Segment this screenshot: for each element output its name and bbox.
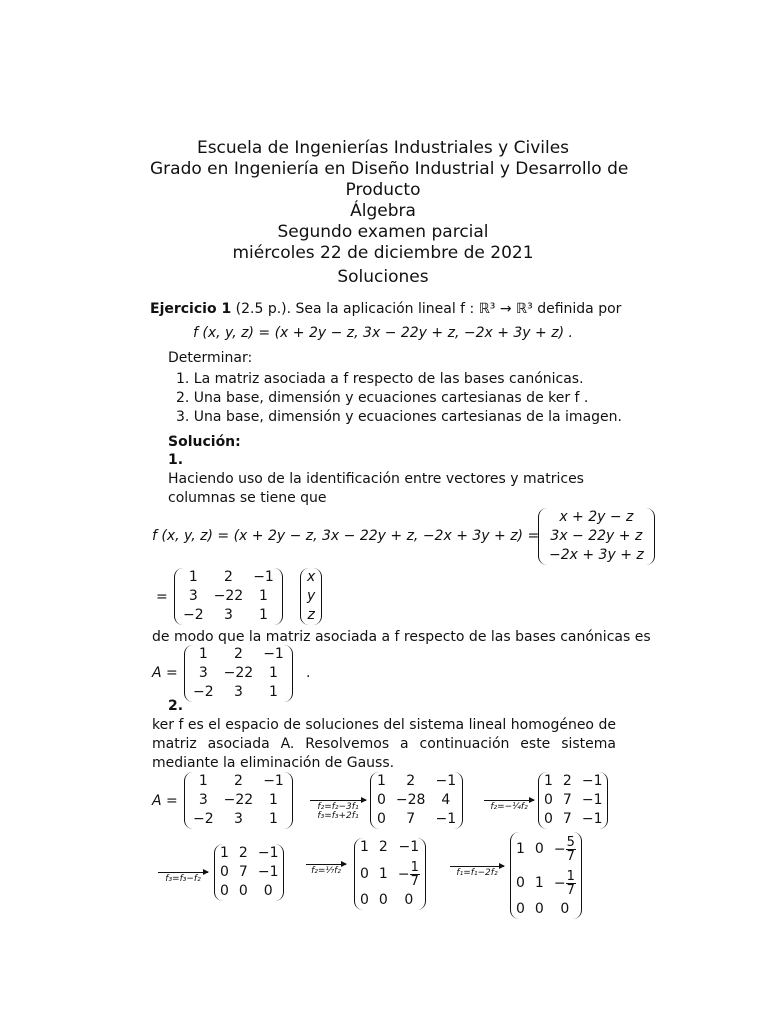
school-name: Escuela de Ingenierías Industriales y Civiles <box>196 138 570 158</box>
degree-name: Grado en Ingeniería en Diseño Industrial y Desarrollo de <box>150 159 629 179</box>
gauss-matrix-4: 1 2 −1 0 1 − $\frac{1}{7}$ 0 0 0 <box>354 838 426 910</box>
solution-text-2: de modo que la matriz asociada a f respecto de las bases canónicas es <box>152 629 651 645</box>
document-header <box>150 138 629 288</box>
period: . <box>306 665 311 681</box>
matrix-a-label: A = <box>152 665 178 681</box>
exercise-heading <box>150 300 620 319</box>
row-op-arrow-3: f₃=f₃−f₂ <box>158 872 208 884</box>
task-list-item-3: 3. Una base, dimensión y ecuaciones cartesianas de la imagen. <box>176 409 622 425</box>
determine-label: Determinar: <box>168 350 253 366</box>
function-definition: f (x, y, z) = (x + 2y − z, 3x − 22y + z, −2x + 3y + z) . <box>193 325 573 341</box>
row-op-arrow-1: f₂=f₂−3f₁ f₃=f₃+2f₁ <box>310 800 366 821</box>
solution-text-3: ker f es el espacio de soluciones del sistema lineal homogéneo de matriz asociada A. Resolvemos a continuación este sistema mediante la eliminación de Gauss. <box>152 717 616 771</box>
part-2-label: 2. <box>168 698 184 714</box>
gauss-matrix-5: 1 0 − $\frac{5}{7}$ 0 1 − $\frac{1}{7}$ 0 0 0 <box>510 832 582 919</box>
gauss-matrix-0: 1 2 −1 3 −22 1 −2 3 1 <box>184 772 293 829</box>
exercise-statement: Sea la aplicación lineal f : ℝ³ → ℝ³ definida por <box>295 301 622 317</box>
gauss-matrix-3: 1 2 −1 0 7 −1 0 0 0 <box>214 844 284 901</box>
solution-label: Solución: <box>168 434 241 450</box>
task-list-item-2: 2. Una base, dimensión y ecuaciones cartesianas de ker f . <box>176 390 589 406</box>
gauss-matrix-1: 1 2 −1 0 −28 4 0 7 −1 <box>370 772 463 829</box>
row-op-arrow-5: f₁=f₁−2f₂ <box>450 866 504 878</box>
row-op-arrow-4: f₂=⅐f₂ <box>306 864 346 876</box>
exam-name: Segundo examen parcial <box>277 222 489 242</box>
gauss-a-label: A = <box>152 793 178 809</box>
solutions-title: Soluciones <box>337 267 429 287</box>
degree-name-cont: Producto <box>345 180 421 200</box>
part-1-label: 1. <box>168 452 184 468</box>
equation-lhs: f (x, y, z) = (x + 2y − z, 3x − 22y + z, −2x + 3y + z) = <box>152 528 540 544</box>
row-op-arrow-2: f₂=−¼f₂ <box>484 800 534 812</box>
gauss-matrix-2: 1 2 −1 0 7 −1 0 7 −1 <box>538 772 608 829</box>
column-vector: x + 2y − z 3x − 22y + z −2x + 3y + z <box>538 508 655 565</box>
equals-sign: = <box>156 589 168 605</box>
subject-name: Álgebra <box>350 201 416 221</box>
variable-vector: x y z <box>300 568 322 625</box>
solution-text-1: Haciendo uso de la identificación entre vectores y matrices columnas se tiene que <box>168 471 584 506</box>
matrix-a: 1 2 −1 3 −22 1 −2 3 1 <box>184 645 293 702</box>
exercise-title: Ejercicio 1 <box>150 301 232 317</box>
exam-date: miércoles 22 de diciembre de 2021 <box>232 243 534 263</box>
task-list-item-1: 1. La matriz asociada a f respecto de las bases canónicas. <box>176 371 584 387</box>
matrix-a-product: 1 2 −1 3 −22 1 −2 3 1 <box>174 568 283 625</box>
exercise-points: (2.5 p.). <box>235 301 292 317</box>
